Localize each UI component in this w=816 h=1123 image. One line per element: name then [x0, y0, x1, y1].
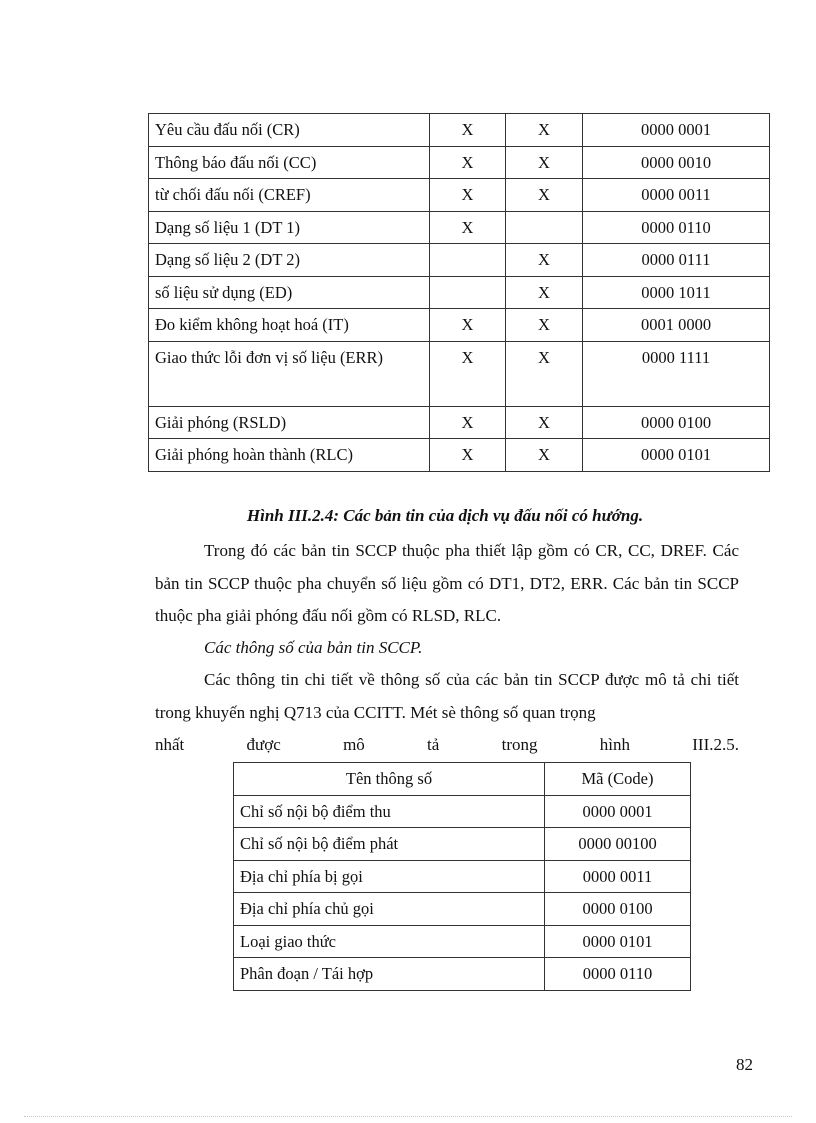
figure-caption: Hình III.2.4: Các bản tin của dịch vụ đấu nối có hướng. [246, 506, 644, 525]
message-code: 0001 0000 [583, 309, 770, 342]
paragraph-setup-phase [155, 535, 739, 633]
class-3-mark: X [506, 244, 583, 277]
message-name: Giải phóng hoàn thành (RLC) [149, 439, 430, 472]
table-row [149, 341, 770, 406]
message-code: 0000 1011 [583, 276, 770, 309]
message-code: 0000 0010 [583, 146, 770, 179]
parameter-name: Chỉ số nội bộ điểm thu [234, 795, 545, 828]
parameter-code: 0000 0011 [545, 860, 691, 893]
table-row [234, 925, 691, 958]
table-header-row [234, 763, 691, 796]
table-row [149, 406, 770, 439]
class-3-mark: X [506, 146, 583, 179]
table-row [149, 114, 770, 147]
class-2-mark [430, 244, 506, 277]
table-row [234, 893, 691, 926]
class-2-mark: X [430, 439, 506, 472]
class-3-mark: X [506, 309, 583, 342]
class-2-mark: X [430, 179, 506, 212]
table-row [234, 828, 691, 861]
page-number: 82 [736, 1055, 753, 1074]
table-row [149, 211, 770, 244]
message-code: 0000 0011 [583, 179, 770, 212]
message-name: Đo kiểm không hoạt hoá (IT) [149, 309, 430, 342]
class-2-mark: X [430, 146, 506, 179]
class-2-mark [430, 276, 506, 309]
class-2-mark: X [430, 211, 506, 244]
parameter-code: 0000 0101 [545, 925, 691, 958]
page-bottom-divider [24, 1116, 792, 1117]
class-2-mark: X [430, 341, 506, 406]
parameter-code: 0000 00100 [545, 828, 691, 861]
table-row [149, 439, 770, 472]
message-types-table [148, 113, 770, 472]
parameter-code: 0000 0100 [545, 893, 691, 926]
class-2-mark: X [430, 309, 506, 342]
class-3-mark: X [506, 276, 583, 309]
message-name: Giao thức lỗi đơn vị số liệu (ERR) [149, 341, 430, 406]
table-row [234, 958, 691, 991]
class-3-mark: X [506, 114, 583, 147]
column-header-code: Mã (Code) [545, 763, 691, 796]
parameter-name: Địa chỉ phía chủ gọi [234, 893, 545, 926]
table-row [234, 795, 691, 828]
message-name: Yêu cầu đấu nối (CR) [149, 114, 430, 147]
message-name: Thông báo đấu nối (CC) [149, 146, 430, 179]
parameter-name: Phân đoạn / Tái hợp [234, 958, 545, 991]
parameter-code: 0000 0110 [545, 958, 691, 991]
message-name: Dạng số liệu 1 (DT 1) [149, 211, 430, 244]
class-3-mark: X [506, 341, 583, 406]
class-2-mark: X [430, 114, 506, 147]
message-code: 0000 0110 [583, 211, 770, 244]
class-3-mark: X [506, 439, 583, 472]
message-name: Giải phóng (RSLD) [149, 406, 430, 439]
parameter-name: Địa chỉ phía bị gọi [234, 860, 545, 893]
message-name: từ chối đấu nối (CREF) [149, 179, 430, 212]
class-3-mark: X [506, 406, 583, 439]
message-code: 0000 0101 [583, 439, 770, 472]
table-row [149, 179, 770, 212]
table-row [234, 860, 691, 893]
message-code: 0000 1111 [583, 341, 770, 406]
paragraph-last-line: nhất được mô tả trong hình III.2.5. [155, 735, 739, 754]
parameter-name: Loại giao thức [234, 925, 545, 958]
parameter-code: 0000 0001 [545, 795, 691, 828]
class-3-mark: X [506, 179, 583, 212]
paragraph-parameters [155, 664, 739, 762]
class-3-mark [506, 211, 583, 244]
message-code: 0000 0111 [583, 244, 770, 277]
table-row [149, 309, 770, 342]
message-code: 0000 0001 [583, 114, 770, 147]
table-row [149, 244, 770, 277]
paragraph-text: Trong đó các bản tin SCCP thuộc pha thiết lập gồm có CR, CC, DREF. Các bản tin SCCP thuộc pha chuyển số liệu gồm có DT1, DT2, ERR. Các bản tin SCCP thuộc pha giải phóng đấu nối gồm có RLSD, RLC. [155, 541, 739, 625]
table-row [149, 276, 770, 309]
column-header-name: Tên thông số [234, 763, 545, 796]
paragraph-text: Các thông tin chi tiết về thông số của các bản tin SCCP được mô tả chi tiết trong khuyến nghị Q713 của CCITT. Mét sè thông số quan trọng [155, 670, 739, 722]
message-name: số liệu sử dụng (ED) [149, 276, 430, 309]
subheading-sccp-parameters: Các thông số của bản tin SCCP. [204, 638, 423, 657]
message-name: Dạng số liệu 2 (DT 2) [149, 244, 430, 277]
parameters-table [233, 762, 691, 991]
message-code: 0000 0100 [583, 406, 770, 439]
class-2-mark: X [430, 406, 506, 439]
table-row [149, 146, 770, 179]
parameter-name: Chỉ số nội bộ điểm phát [234, 828, 545, 861]
